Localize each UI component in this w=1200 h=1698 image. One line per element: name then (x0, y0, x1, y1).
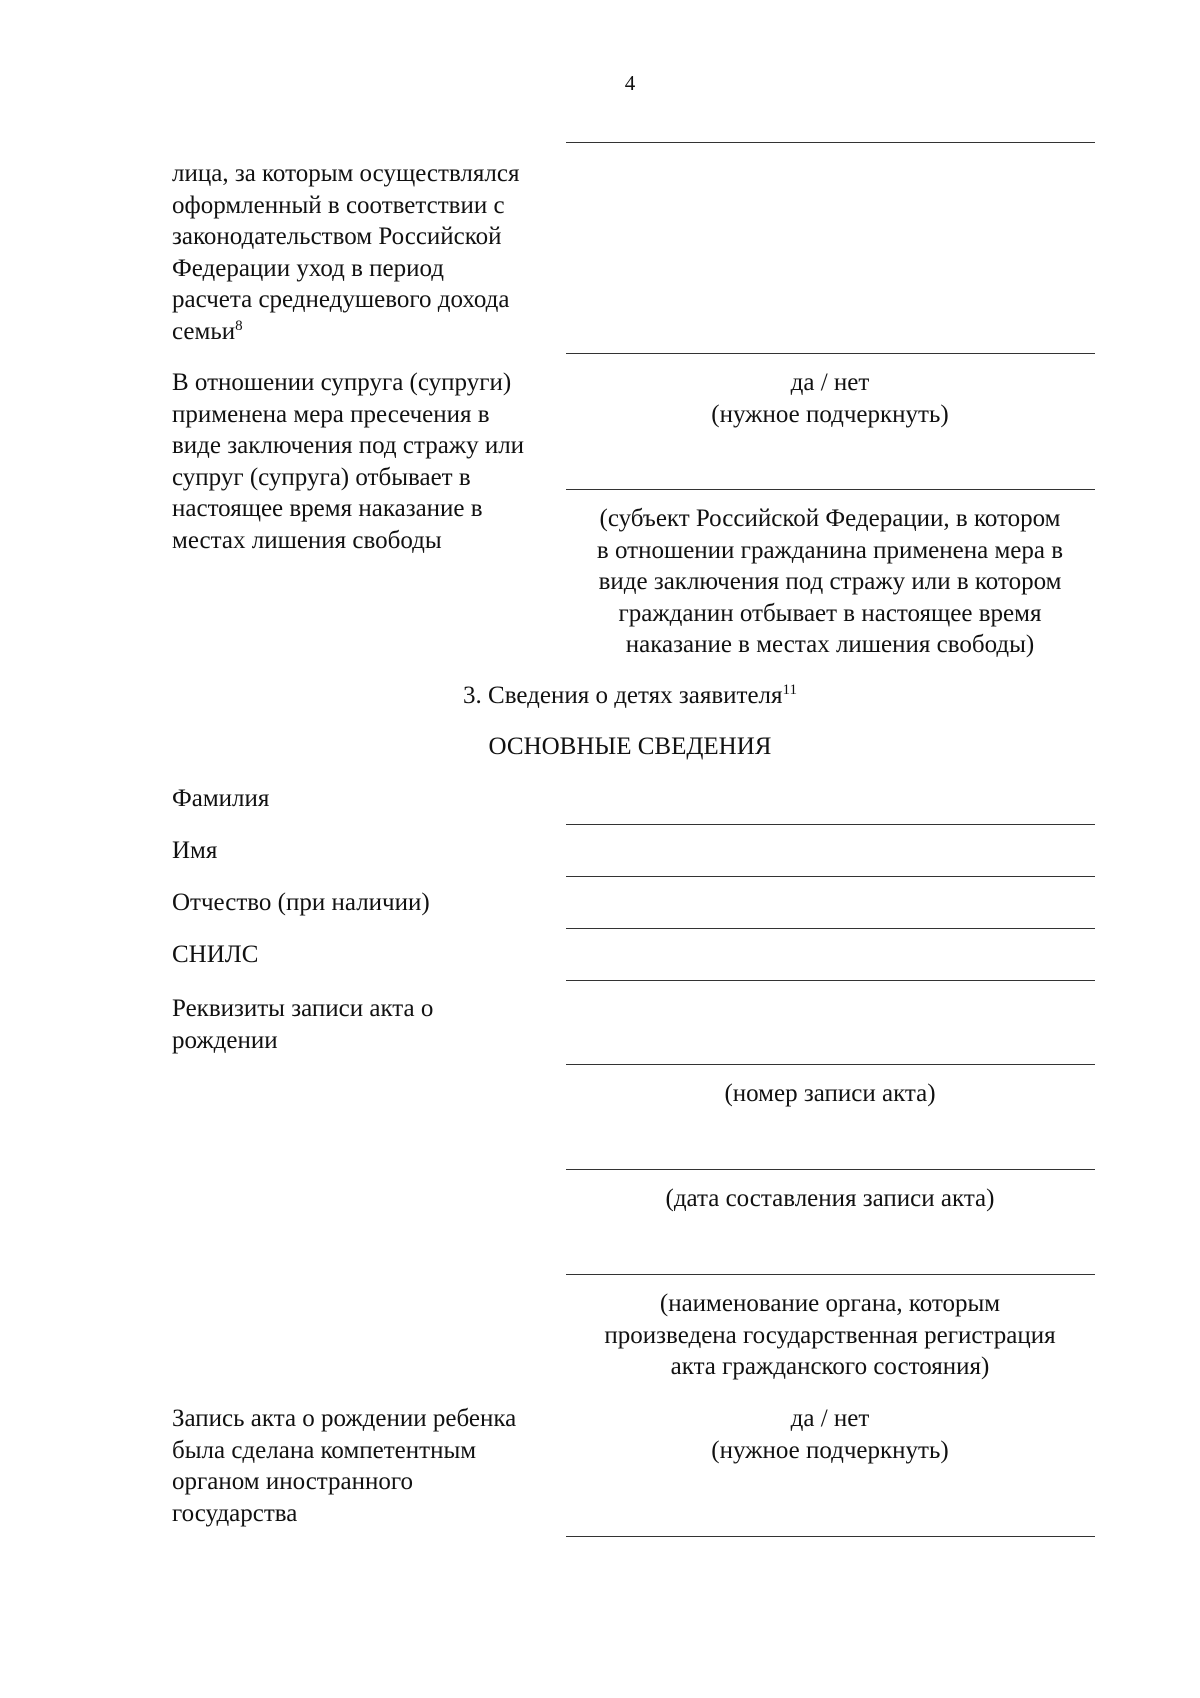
region-hint-line: виде заключения под стражу или в котором (598, 568, 1062, 595)
foreign-label-line: была сделана компетентным (172, 1436, 477, 1464)
region-hint-line: в отношении гражданина применена мера в (596, 536, 1064, 564)
name-field[interactable] (566, 876, 1095, 877)
region-hint-line: гражданин отбывает в настоящее время (618, 599, 1042, 627)
carer-label-line: оформленный в соответствии с (172, 191, 505, 219)
spouse-region-line[interactable] (566, 489, 1095, 490)
birth-record-date-field[interactable] (566, 1169, 1095, 1170)
foreign-record-label (172, 1403, 567, 1529)
foreign-label-line: государства (172, 1499, 298, 1527)
birth-record-label (172, 993, 567, 1056)
spouse-label (172, 367, 567, 556)
spouse-region-hint (566, 503, 1094, 661)
carer-label-line: расчета среднедушевого дохода (172, 286, 510, 313)
registry-hint-line: акта гражданского состояния) (670, 1353, 990, 1380)
surname-field[interactable] (566, 824, 1095, 825)
carer-top-line (566, 142, 1095, 143)
region-hint-line: (субъект Российской Федерации, в котором (599, 505, 1061, 532)
spouse-label-line: виде заключения под стражу или (172, 432, 525, 459)
region-hint-line: наказание в местах лишения свободы) (625, 631, 1035, 658)
section-3-subtitle: ОСНОВНЫЕ СВЕДЕНИЯ (488, 733, 772, 760)
name-label: Имя (172, 837, 218, 864)
record-date-hint: (дата составления записи акта) (665, 1185, 995, 1212)
foreign-record-choice[interactable] (566, 1403, 1094, 1466)
section-3-title-text: 3. Сведения о детях заявителя (463, 682, 783, 709)
foreign-choice-yes-no[interactable]: да / нет (790, 1405, 870, 1432)
registry-body-field[interactable] (566, 1274, 1095, 1275)
footnote-ref-8: 8 (235, 317, 243, 334)
spouse-choice-yes-no[interactable]: да / нет (790, 369, 870, 396)
patronymic-label: Отчество (при наличии) (172, 889, 430, 916)
foreign-label-line: органом иностранного (172, 1468, 414, 1495)
spouse-label-line: применена мера пресечения в (172, 400, 490, 428)
spouse-choice-hint: (нужное подчеркнуть) (711, 400, 949, 428)
spouse-choice[interactable] (566, 367, 1094, 430)
foreign-label-line: Запись акта о рождении ребенка (172, 1405, 517, 1432)
carer-label (172, 158, 567, 347)
carer-answer-line (566, 353, 1095, 354)
surname-label: Фамилия (172, 785, 270, 812)
footnote-ref-11: 11 (782, 682, 797, 698)
registry-hint-line: произведена государственная регистрация (604, 1321, 1056, 1349)
spouse-label-line: настоящее время наказание в (172, 495, 483, 522)
section-3-title (0, 680, 1200, 712)
record-number-hint: (номер записи акта) (724, 1080, 936, 1107)
birth-record-number-field[interactable] (566, 1064, 1095, 1065)
birth-record-label-line: рождении (172, 1026, 278, 1054)
carer-last-word: семьи (172, 317, 236, 345)
carer-label-line: лица, за которым осуществлялся (172, 160, 520, 187)
spouse-label-line: супруг (супруга) отбывает в (172, 463, 471, 491)
carer-label-line: законодательством Российской (172, 223, 502, 250)
foreign-record-answer-line[interactable] (566, 1536, 1095, 1537)
snils-field[interactable] (566, 980, 1095, 981)
page-number: 4 (624, 71, 636, 95)
registry-hint-line: (наименование органа, которым (659, 1290, 1001, 1317)
spouse-label-line: В отношении супруга (супруги) (172, 369, 512, 396)
registry-body-hint (566, 1288, 1094, 1383)
carer-label-line-last (172, 316, 567, 348)
spouse-label-line: местах лишения свободы (172, 526, 442, 554)
patronymic-field[interactable] (566, 928, 1095, 929)
birth-record-label-line: Реквизиты записи акта о (172, 995, 434, 1022)
snils-label: СНИЛС (172, 941, 259, 968)
foreign-choice-hint: (нужное подчеркнуть) (711, 1436, 949, 1464)
carer-label-line: Федерации уход в период (172, 254, 445, 282)
